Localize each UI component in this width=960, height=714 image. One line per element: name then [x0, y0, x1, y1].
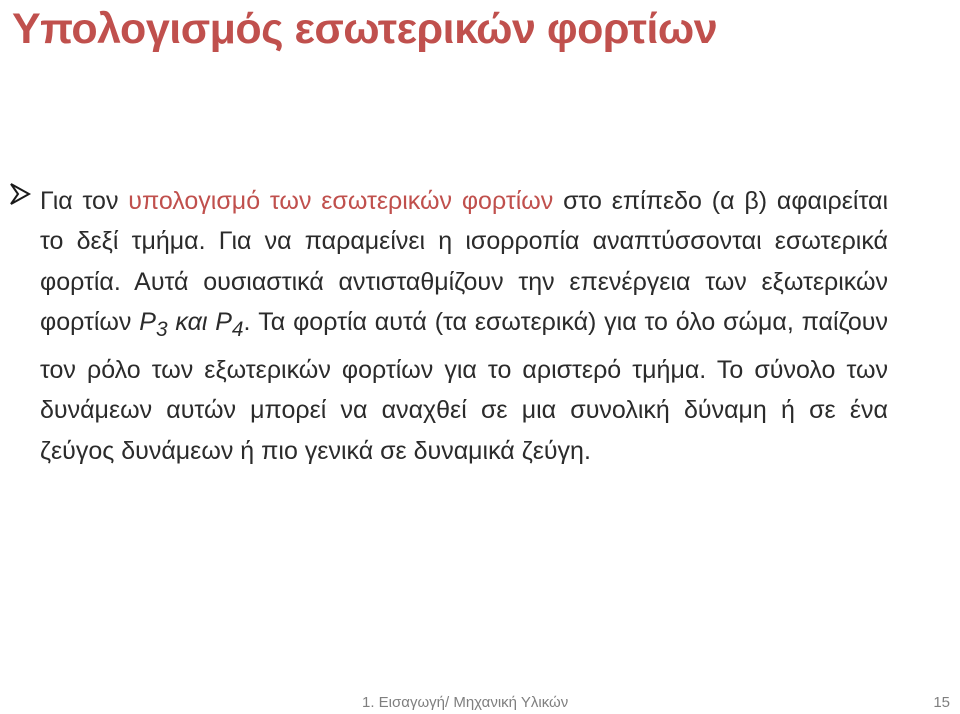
load-symbol-p4-letter: P — [215, 307, 232, 336]
paragraph-intro: Για τον — [40, 187, 129, 215]
arrowhead-bullet-icon — [6, 181, 32, 207]
load-symbol-p4-subscript: 4 — [231, 317, 244, 341]
highlighted-phrase: υπολογισμό των εσωτερικών φορτίων — [128, 187, 554, 215]
conjunction-and: και — [167, 307, 216, 336]
body-paragraph — [40, 181, 888, 471]
load-symbol-p3-subscript: 3 — [155, 317, 168, 341]
load-symbol-p3-letter: P — [139, 307, 156, 336]
paragraph-conclusion: . Τα φορτία αυτά (τα εσωτερικά) για το όλο σώμα, παίζουν τον ρόλο των εξωτερικών φορτίων για το αριστερό τμήμα. Το σύνολο των δυνάμεων αυτών μπορεί να αναχθεί σε μια συνολική δύναμη ή σε ένα ζεύγος δυνάμεων ή πιο γενικά σε δυναμικά ζεύγη. — [40, 307, 888, 465]
footer-caption: 1. Εισαγωγή/ Μηχανική Υλικών — [362, 694, 569, 711]
load-symbol-p3 — [139, 307, 244, 341]
paragraph-text: στο επίπεδο (α β) αφαιρείται το δεξί τμήμα. Για να παραμείνει η ισορροπία αναπτύσσονται εσωτερικά φορτία. Αυτά ουσιαστικά αντισταθμίζουν την επενέργεια των εξωτερικών φορτίων — [40, 187, 888, 336]
slide-title: Υπολογισμός εσωτερικών φορτίων — [12, 5, 718, 53]
page-number: 15 — [933, 694, 950, 711]
